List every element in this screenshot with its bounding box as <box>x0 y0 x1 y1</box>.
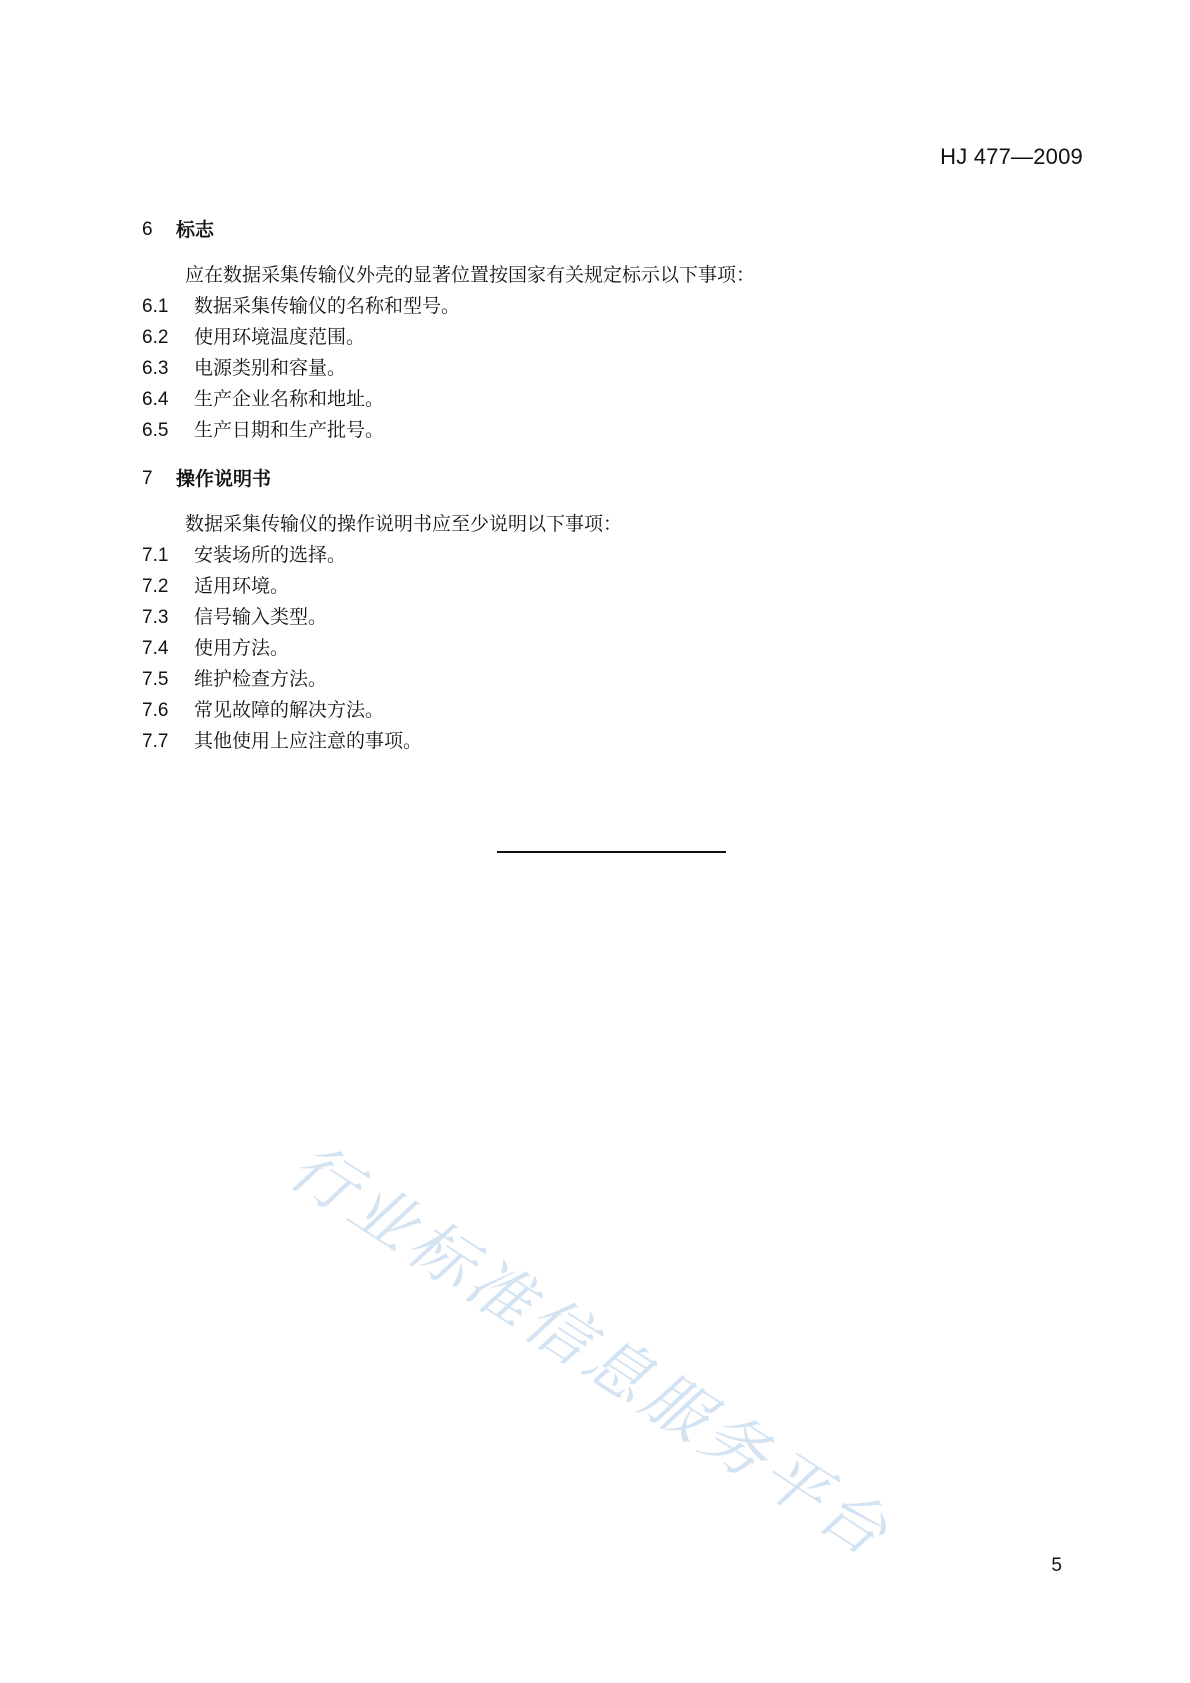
list-item <box>142 695 1082 726</box>
list-item <box>142 291 1082 322</box>
section-intro: 应在数据采集传输仪外壳的显著位置按国家有关规定标示以下事项： <box>185 264 756 286</box>
section-7 <box>142 465 1082 757</box>
list-item <box>142 384 1082 415</box>
item-text: 电源类别和容量。 <box>194 357 347 379</box>
item-number: 7.5 <box>142 669 169 690</box>
item-text: 其他使用上应注意的事项。 <box>194 730 423 752</box>
list-item <box>142 353 1082 384</box>
item-number: 7.1 <box>142 545 169 566</box>
section-6 <box>142 216 1082 446</box>
item-text: 生产日期和生产批号。 <box>194 419 385 441</box>
section-number: 6 <box>142 219 153 240</box>
item-number: 6.2 <box>142 327 169 348</box>
item-number: 6.5 <box>142 420 169 441</box>
section-title: 操作说明书 <box>176 468 272 490</box>
item-text: 生产企业名称和地址。 <box>194 388 385 410</box>
item-number: 7.2 <box>142 576 169 597</box>
watermark: 行业标准信息服务平台 <box>276 1130 904 1574</box>
item-text: 使用方法。 <box>194 637 290 659</box>
item-text: 维护检查方法。 <box>194 668 328 690</box>
item-number: 6.3 <box>142 358 169 379</box>
item-number: 7.6 <box>142 700 169 721</box>
list-item <box>142 322 1082 353</box>
list-item <box>142 602 1082 633</box>
list-item <box>142 726 1082 757</box>
item-number: 6.4 <box>142 389 169 410</box>
item-text: 使用环境温度范围。 <box>194 326 366 348</box>
item-text: 适用环境。 <box>194 575 290 597</box>
section-number: 7 <box>142 468 153 489</box>
item-number: 6.1 <box>142 296 169 317</box>
item-number: 7.7 <box>142 731 169 752</box>
page-number: 5 <box>1051 1555 1062 1576</box>
document-code: HJ 477—2009 <box>940 144 1083 169</box>
section-title: 标志 <box>176 219 215 241</box>
end-rule <box>497 851 726 853</box>
item-text: 数据采集传输仪的名称和型号。 <box>194 295 461 317</box>
item-text: 安装场所的选择。 <box>194 544 347 566</box>
item-text: 信号输入类型。 <box>194 606 328 628</box>
item-text: 常见故障的解决方法。 <box>194 699 385 721</box>
section-heading <box>142 216 1082 244</box>
list-item <box>142 633 1082 664</box>
section-intro: 数据采集传输仪的操作说明书应至少说明以下事项： <box>185 513 623 535</box>
item-number: 7.4 <box>142 638 169 659</box>
list-item <box>142 664 1082 695</box>
list-item <box>142 415 1082 446</box>
list-item <box>142 571 1082 602</box>
list-item <box>142 540 1082 571</box>
item-number: 7.3 <box>142 607 169 628</box>
section-heading <box>142 465 1082 493</box>
